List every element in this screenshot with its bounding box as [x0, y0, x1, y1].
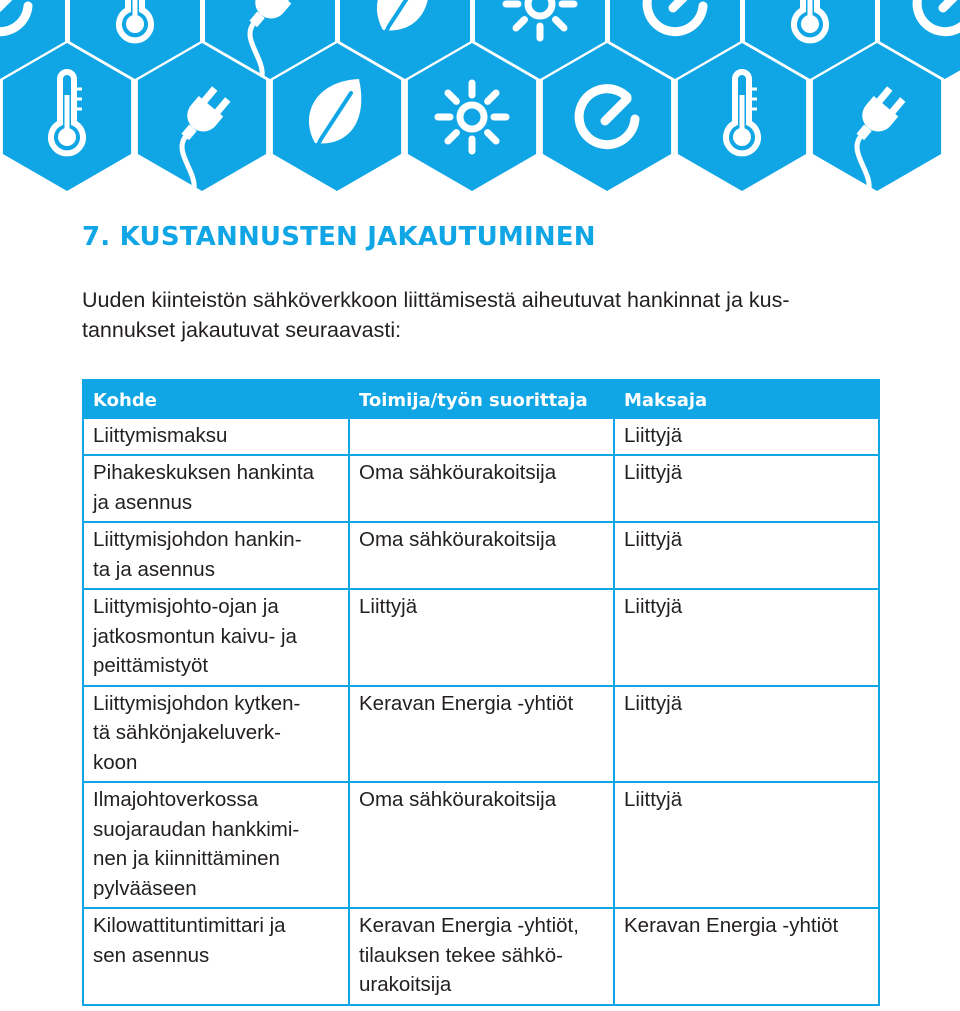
- cell-text: Keravan Energia -yhtiöt: [624, 914, 839, 937]
- table-cell-toimija: [349, 522, 614, 589]
- table-cell-kohde: [83, 418, 349, 456]
- cell-text: Liittyjä: [624, 423, 683, 447]
- column-header-toimija: Toimija/työn suorittaja: [349, 380, 614, 418]
- cell-text: suojaraudan hankkimi-: [93, 817, 300, 841]
- cell-text: Keravan Energia -yhtiöt: [359, 691, 574, 715]
- cell-text: Liittyjä: [624, 788, 683, 811]
- cell-text: Liittyjä: [624, 461, 683, 484]
- table-row: [83, 589, 879, 686]
- cell-text: Kilowattituntimittari ja: [93, 914, 286, 937]
- cell-text: tilauksen tekee sähkö-: [359, 943, 563, 967]
- table-row: [83, 418, 879, 456]
- table-cell-toimija: [349, 686, 614, 783]
- table-row: [83, 522, 879, 589]
- cell-text: Liittymisjohdon hankin-: [93, 528, 302, 551]
- cell-text: Liittymisjohto-ojan ja: [93, 595, 279, 618]
- cell-text: Pihakeskuksen hankinta: [93, 461, 315, 484]
- table-cell-toimija: [349, 455, 614, 522]
- cell-text: ta ja asennus: [93, 557, 215, 581]
- table-row: [83, 782, 879, 908]
- table-header-row: [83, 380, 879, 418]
- table-row: [83, 686, 879, 783]
- icon-banner: [0, 0, 960, 200]
- table-cell-toimija: [349, 418, 614, 456]
- cell-text: peittämistyöt: [93, 654, 209, 677]
- column-header-maksaja: Maksaja: [614, 380, 879, 418]
- intro-line: tannukset jakautuvat seuraavasti:: [82, 318, 402, 342]
- cell-text: Ilmajohtoverkossa: [93, 788, 259, 811]
- cell-text: ja asennus: [93, 490, 193, 514]
- table-cell-toimija: [349, 782, 614, 908]
- cell-text: Oma sähköurakoitsija: [359, 461, 557, 484]
- cell-text: koon: [93, 750, 138, 774]
- cell-text: Liittyjä: [624, 595, 683, 618]
- table-cell-kohde: [83, 908, 349, 1005]
- cell-text: jatkosmontun kaivu- ja: [93, 624, 297, 648]
- cell-text: Liittyjä: [624, 528, 683, 551]
- cell-text: Liittyjä: [359, 595, 418, 618]
- table-cell-maksaja: [614, 686, 879, 783]
- table-row: [83, 455, 879, 522]
- cell-text: Liittyjä: [624, 691, 683, 715]
- cell-text: pylvääseen: [93, 876, 197, 900]
- cell-text: Liittymismaksu: [93, 423, 228, 447]
- table-cell-maksaja: [614, 522, 879, 589]
- cell-text: Liittymisjohdon kytken-: [93, 691, 301, 715]
- table-cell-kohde: [83, 455, 349, 522]
- cell-text: urakoitsija: [359, 973, 452, 996]
- cell-text: nen ja kiinnittäminen: [93, 847, 280, 870]
- table-cell-kohde: [83, 589, 349, 686]
- table-cell-maksaja: [614, 589, 879, 686]
- section-title: 7. KUSTANNUSTEN JAKAUTUMINEN: [82, 222, 596, 252]
- column-header-kohde: Kohde: [83, 380, 349, 418]
- cell-text: Keravan Energia -yhtiöt,: [359, 914, 579, 937]
- table-cell-toimija: [349, 589, 614, 686]
- cell-text: Oma sähköurakoitsija: [359, 788, 557, 811]
- table-cell-toimija: [349, 908, 614, 1005]
- cost-allocation-table: [82, 379, 880, 1006]
- intro-paragraph: [82, 285, 862, 345]
- table-cell-kohde: [83, 522, 349, 589]
- table-row: [83, 908, 879, 1005]
- table-cell-maksaja: [614, 455, 879, 522]
- table-cell-kohde: [83, 686, 349, 783]
- intro-line: Uuden kiinteistön sähköverkkoon liittämisestä aiheutuvat hankinnat ja kus-: [82, 288, 790, 312]
- table-cell-kohde: [83, 782, 349, 908]
- cell-text: Oma sähköurakoitsija: [359, 528, 557, 551]
- cell-text: sen asennus: [93, 943, 210, 967]
- cell-text: tä sähkönjakeluverk-: [93, 721, 282, 744]
- table-cell-maksaja: [614, 418, 879, 456]
- table-cell-maksaja: [614, 782, 879, 908]
- table-cell-maksaja: [614, 908, 879, 1005]
